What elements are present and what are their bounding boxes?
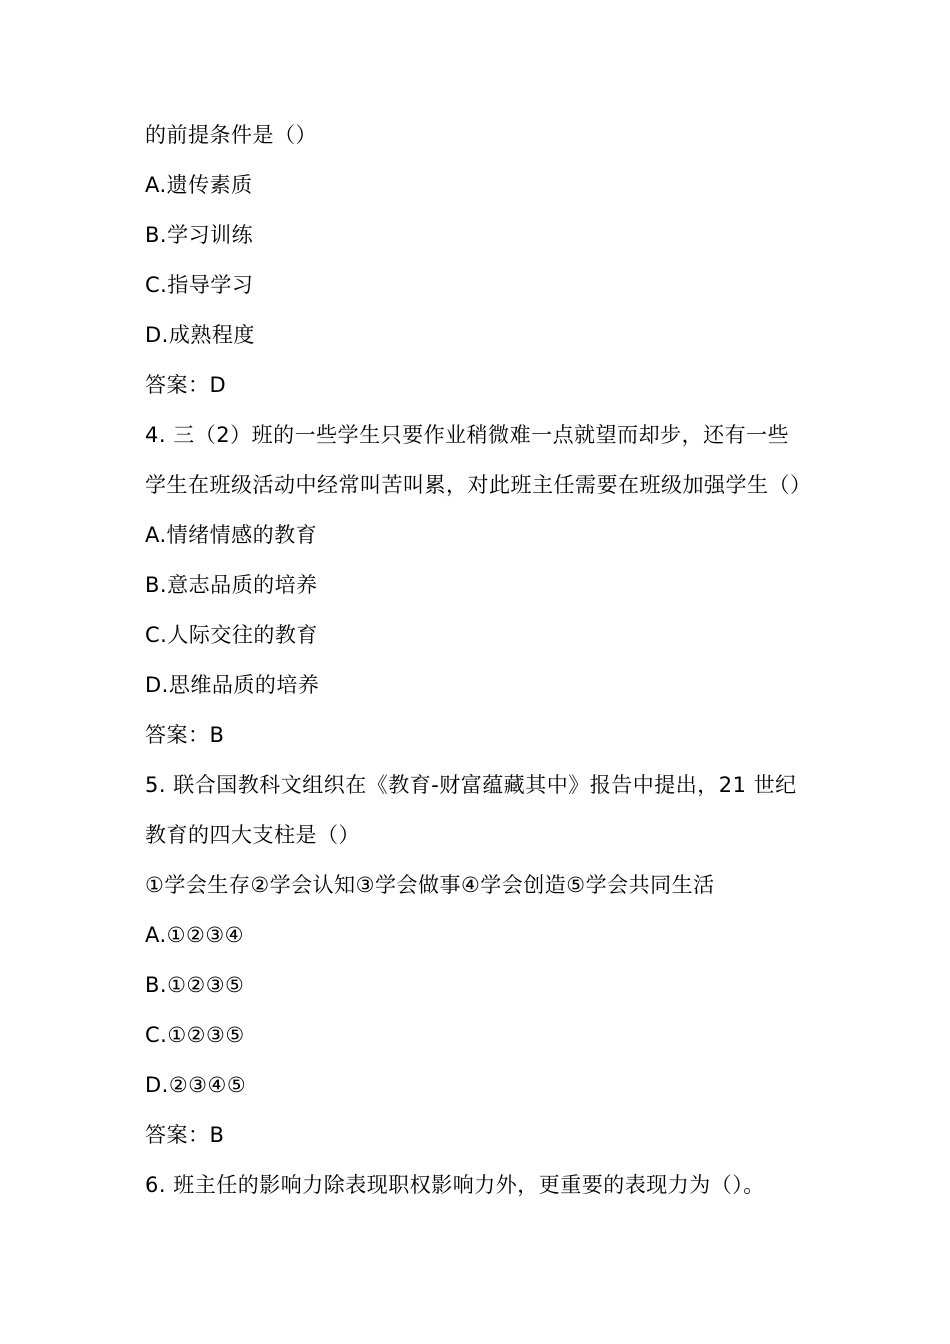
q4-option-a: A.情绪情感的教育 xyxy=(145,523,318,547)
q5-stem-line-2: 教育的四大支柱是（） xyxy=(145,823,360,847)
document-page xyxy=(145,110,825,1210)
q5-items: ①学会生存②学会认知③学会做事④学会创造⑤学会共同生活 xyxy=(145,873,715,897)
q3-option-a: A.遗传素质 xyxy=(145,173,253,197)
q4-stem-line-2: 学生在班级活动中经常叫苦叫累，对此班主任需要在班级加强学生（） xyxy=(145,473,812,497)
q3-option-d: D.成熟程度 xyxy=(145,323,255,347)
q5-option-d: D.②③④⑤ xyxy=(145,1073,247,1097)
q5-stem-line-1: 5. 联合国教科文组织在《教育-财富蕴藏其中》报告中提出，21 世纪 xyxy=(145,773,797,797)
q5-answer: 答案：B xyxy=(145,1123,225,1147)
q3-option-b: B.学习训练 xyxy=(145,223,254,247)
q4-option-d: D.思维品质的培养 xyxy=(145,673,320,697)
q4-option-b: B.意志品质的培养 xyxy=(145,573,318,597)
q3-stem-continuation: 的前提条件是（） xyxy=(145,123,317,147)
q5-option-c: C.①②③⑤ xyxy=(145,1023,245,1047)
q6-stem: 6. 班主任的影响力除表现职权影响力外，更重要的表现力为（）。 xyxy=(145,1173,765,1197)
q3-option-c: C.指导学习 xyxy=(145,273,254,297)
q5-option-a: A.①②③④ xyxy=(145,923,244,947)
q5-option-b: B.①②③⑤ xyxy=(145,973,245,997)
q4-stem-line-1: 4. 三（2）班的一些学生只要作业稍微难一点就望而却步，还有一些 xyxy=(145,423,790,447)
q3-answer: 答案：D xyxy=(145,373,227,397)
q4-answer: 答案：B xyxy=(145,723,225,747)
q4-option-c: C.人际交往的教育 xyxy=(145,623,318,647)
